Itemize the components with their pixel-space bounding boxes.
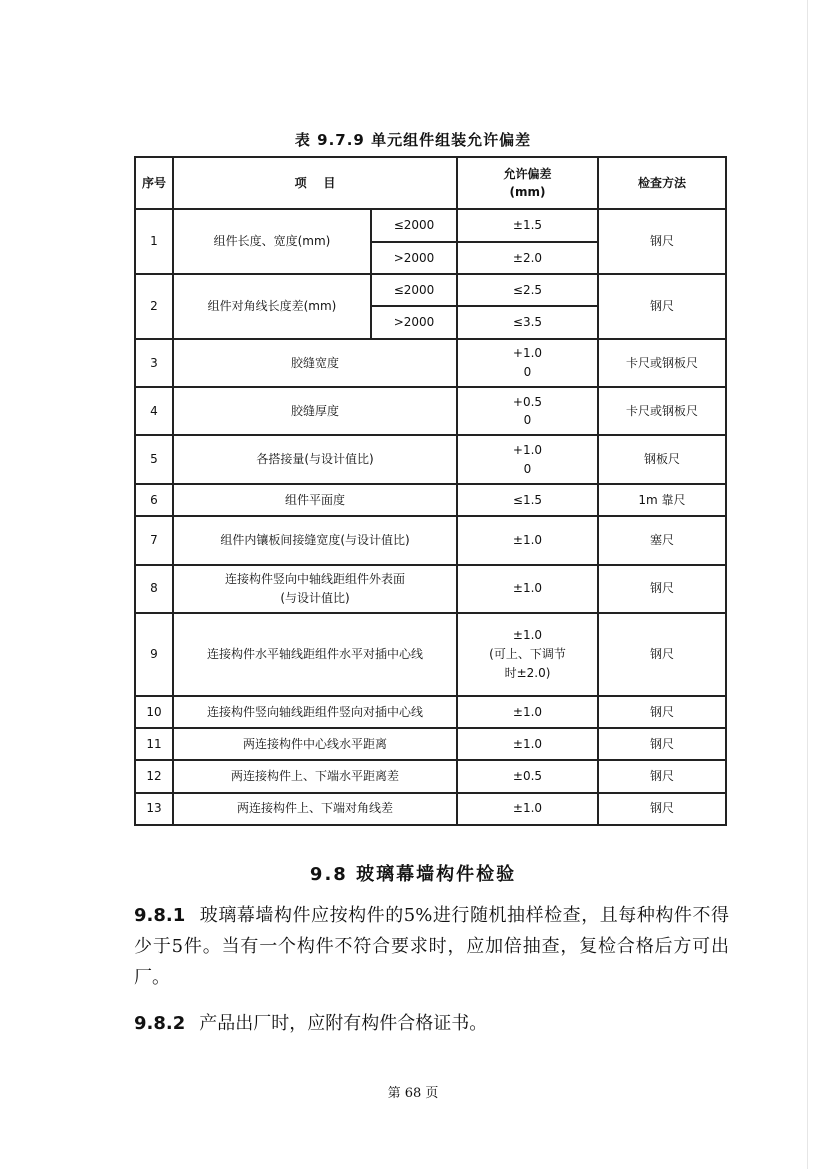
row-tolerance: ±1.5	[457, 209, 598, 241]
table-row	[135, 760, 726, 792]
table-row	[135, 728, 726, 760]
table-row	[135, 613, 726, 696]
row-seq: 10	[135, 696, 173, 728]
row-method: 钢尺	[598, 209, 726, 274]
row-tolerance	[457, 435, 598, 483]
row-seq: 4	[135, 387, 173, 435]
row-item: 组件长度、宽度(mm)	[173, 209, 371, 274]
row-item: 连接构件竖向轴线距组件竖向对插中心线	[173, 696, 457, 728]
row-seq: 7	[135, 516, 173, 564]
row-tolerance	[457, 339, 598, 387]
table-row	[135, 516, 726, 564]
row-item: 连接构件水平轴线距组件水平对插中心线	[173, 613, 457, 696]
tolerance-upper: +0.5	[512, 394, 543, 409]
row-seq: 8	[135, 565, 173, 613]
row-tolerance: ±1.0	[457, 696, 598, 728]
row-item	[173, 565, 457, 613]
row-item: 两连接构件中心线水平距离	[173, 728, 457, 760]
row-condition: ≤2000	[371, 274, 457, 306]
row-seq: 2	[135, 274, 173, 339]
tolerance-note: (可上、下调节	[489, 647, 566, 662]
tolerance-upper: +1.0	[512, 443, 543, 458]
row-tolerance: ±1.0	[457, 516, 598, 564]
tolerance-value: ±1.0	[512, 628, 543, 643]
clause-text: 玻璃幕墙构件应按构件的5%进行随机抽样检查，且每种构件不得少于5件。当有一个构件不符合要求时，应加倍抽查，复检合格后方可出厂。	[134, 905, 729, 988]
clause-number: 9.8.2	[134, 1013, 186, 1034]
row-item: 胶缝厚度	[173, 387, 457, 435]
row-item: 组件平面度	[173, 484, 457, 516]
row-item: 胶缝宽度	[173, 339, 457, 387]
row-item: 组件内镶板间接缝宽度(与设计值比)	[173, 516, 457, 564]
tolerance-lower: 0	[523, 413, 532, 428]
row-tolerance: ±0.5	[457, 760, 598, 792]
row-tolerance: ±1.0	[457, 793, 598, 825]
row-tolerance: ≤1.5	[457, 484, 598, 516]
clause-number: 9.8.1	[134, 905, 186, 926]
row-method: 钢尺	[598, 696, 726, 728]
table-row	[135, 209, 726, 241]
page-number: 第 68 页	[387, 1086, 439, 1101]
row-seq: 1	[135, 209, 173, 274]
row-item: 两连接构件上、下端水平距离差	[173, 760, 457, 792]
row-method: 塞尺	[598, 516, 726, 564]
header-item: 项 目	[173, 157, 457, 209]
row-tolerance: ±1.0	[457, 565, 598, 613]
row-item: 组件对角线长度差(mm)	[173, 274, 371, 339]
tolerance-upper: +1.0	[512, 346, 543, 361]
header-seq: 序号	[135, 157, 173, 209]
row-method: 钢尺	[598, 728, 726, 760]
row-tolerance	[457, 387, 598, 435]
row-seq: 12	[135, 760, 173, 792]
row-seq: 11	[135, 728, 173, 760]
row-item-note: (与设计值比)	[280, 590, 350, 605]
table-row	[135, 793, 726, 825]
row-condition: ≤2000	[371, 209, 457, 241]
row-method: 钢尺	[598, 565, 726, 613]
table-row	[135, 435, 726, 483]
header-tolerance	[457, 157, 598, 209]
header-tolerance-label: 允许偏差	[503, 166, 552, 181]
row-seq: 3	[135, 339, 173, 387]
table-caption: 表 9.7.9 单元组件组装允许偏差	[294, 131, 532, 149]
row-method: 卡尺或钢板尺	[598, 339, 726, 387]
row-item: 两连接构件上、下端对角线差	[173, 793, 457, 825]
table-header-row	[135, 157, 726, 209]
table-row	[135, 565, 726, 613]
table-row	[135, 387, 726, 435]
row-method: 钢尺	[598, 613, 726, 696]
row-condition: >2000	[371, 306, 457, 338]
row-item-line: 连接构件竖向中轴线距组件外表面	[224, 572, 405, 587]
tolerance-note: 时±2.0)	[504, 665, 551, 680]
clause-text: 产品出厂时，应附有构件合格证书。	[199, 1013, 488, 1034]
table-row	[135, 339, 726, 387]
clause-paragraph	[134, 1008, 729, 1039]
row-tolerance: ≤2.5	[457, 274, 598, 306]
table-row	[135, 274, 726, 306]
table-row	[135, 696, 726, 728]
row-seq: 6	[135, 484, 173, 516]
row-condition: >2000	[371, 242, 457, 274]
row-item: 各搭接量(与设计值比)	[173, 435, 457, 483]
row-tolerance: ±1.0	[457, 728, 598, 760]
row-method: 钢尺	[598, 274, 726, 339]
tolerance-lower: 0	[523, 461, 532, 476]
row-tolerance: ≤3.5	[457, 306, 598, 338]
row-method: 钢尺	[598, 760, 726, 792]
page-edge-line	[807, 0, 808, 1169]
table-row	[135, 484, 726, 516]
section-heading: 9.8 玻璃幕墙构件检验	[309, 864, 517, 885]
header-method: 检查方法	[598, 157, 726, 209]
row-method: 卡尺或钢板尺	[598, 387, 726, 435]
clause-paragraph	[134, 900, 729, 993]
tolerance-table	[134, 156, 727, 826]
row-tolerance	[457, 613, 598, 696]
header-tolerance-unit: (mm)	[509, 185, 546, 200]
row-method: 钢尺	[598, 793, 726, 825]
row-seq: 13	[135, 793, 173, 825]
row-seq: 9	[135, 613, 173, 696]
tolerance-lower: 0	[523, 364, 532, 379]
row-method: 1m 靠尺	[598, 484, 726, 516]
row-method: 钢板尺	[598, 435, 726, 483]
row-seq: 5	[135, 435, 173, 483]
row-tolerance: ±2.0	[457, 242, 598, 274]
